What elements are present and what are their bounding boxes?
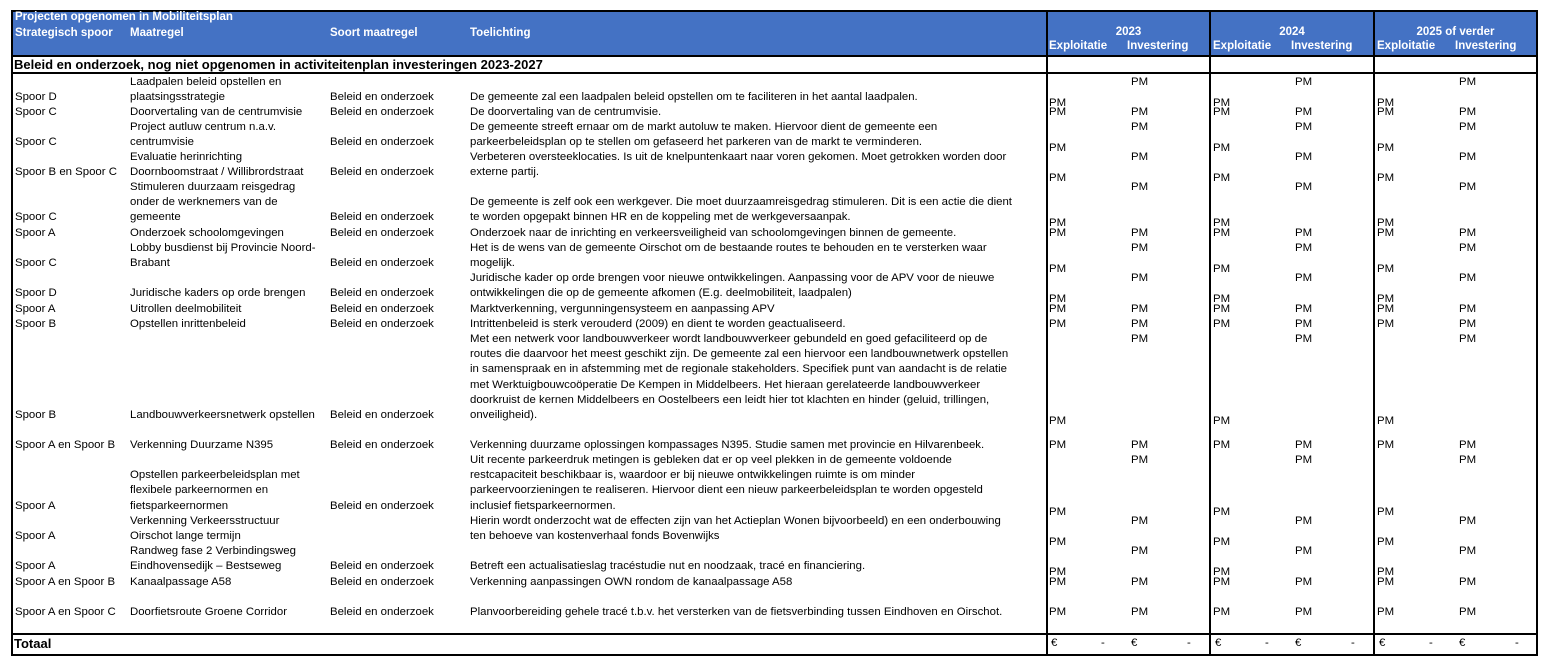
- toelichting-text: inclusief fietsparkeernormen.: [470, 499, 616, 512]
- inv-cell: PM: [1295, 106, 1313, 118]
- maatregel-text: Laadpalen beleid opstellen en: [130, 76, 282, 88]
- inv-cell: PM: [1459, 76, 1477, 88]
- expl-cell: PM: [1049, 606, 1067, 618]
- total-currency: €: [1379, 637, 1386, 649]
- expl-cell: PM: [1049, 97, 1067, 110]
- spoor-cell: Spoor A: [15, 227, 56, 239]
- inv-cell: PM: [1459, 333, 1477, 345]
- toelichting-text: restcapaciteit beschikbaar is, waardoor er bij nieuwe ontwikkelingen ruimte is om minder: [470, 469, 916, 482]
- maatregel-text: Kanaalpassage A58: [130, 576, 232, 588]
- soort-cell: Beleid en onderzoek: [330, 136, 434, 149]
- header-soort-maatregel: Soort maatregel: [330, 27, 418, 39]
- expl-cell: PM: [1213, 415, 1231, 427]
- soort-cell: Beleid en onderzoek: [330, 287, 434, 300]
- spoor-cell: Spoor D: [15, 287, 57, 300]
- expl-cell: PM: [1049, 142, 1067, 155]
- expl-cell: PM: [1213, 217, 1231, 230]
- inv-cell: PM: [1459, 454, 1477, 466]
- toelichting-text: parkeerbeleidsplan op te stellen om gefaseerd het parkeren van de markt te verminderen.: [470, 136, 923, 149]
- inv-cell: PM: [1295, 545, 1313, 557]
- inv-cell: PM: [1131, 227, 1149, 239]
- spoor-cell: Spoor B en Spoor C: [15, 166, 117, 179]
- total-dash: -: [1429, 637, 1433, 649]
- header-year: 2025 of verder: [1416, 26, 1495, 38]
- expl-cell: PM: [1377, 293, 1395, 306]
- soort-cell: Beleid en onderzoek: [330, 303, 434, 315]
- soort-cell: Beleid en onderzoek: [330, 318, 434, 330]
- expl-cell: PM: [1213, 97, 1231, 110]
- inv-cell: PM: [1295, 576, 1313, 588]
- total-dash: -: [1187, 637, 1191, 649]
- inv-cell: PM: [1459, 545, 1477, 557]
- toelichting-text: Het is de wens van de gemeente Oirschot om de bestaande routes te behouden en te versterken waar: [470, 242, 987, 254]
- maatregel-text: Lobby busdienst bij Provincie Noord-: [130, 242, 316, 254]
- spoor-cell: Spoor B: [15, 318, 57, 330]
- maatregel-text: Verkenning Duurzame N395: [130, 439, 274, 451]
- maatregel-text: Juridische kaders op orde brengen: [130, 287, 306, 300]
- expl-cell: PM: [1213, 318, 1231, 330]
- maatregel-text: Project autluw centrum n.a.v.: [130, 121, 277, 133]
- soort-cell: Beleid en onderzoek: [330, 166, 434, 179]
- sheet-title: Projecten opgenomen in Mobiliteitsplan: [15, 11, 233, 23]
- inv-cell: PM: [1459, 439, 1477, 451]
- header-exploitatie: Exploitatie: [1213, 40, 1272, 52]
- inv-cell: PM: [1295, 121, 1313, 133]
- spoor-cell: Spoor C: [15, 136, 57, 149]
- section-title: Beleid en onderzoek, nog niet opgenomen in activiteitenplan investeringen 2023-2027: [14, 57, 543, 72]
- inv-cell: PM: [1295, 318, 1313, 330]
- toelichting-text: Met een netwerk voor landbouwverkeer wordt landbouwverkeer gebundeld en goed gefaciliteerd op de: [470, 333, 988, 345]
- inv-cell: PM: [1131, 454, 1149, 466]
- toelichting-text: met Werktuigbouwcoöperatie De Kempen in Middelbeers. Het hieraan gerelateerde landbouwverkeer: [470, 378, 981, 391]
- soort-cell: Beleid en onderzoek: [330, 409, 434, 421]
- toelichting-text: De gemeente zal een laadpalen beleid opstellen om te faciliteren in het aantal laadpalen.: [470, 91, 918, 104]
- expl-cell: PM: [1377, 439, 1395, 451]
- inv-cell: PM: [1295, 454, 1313, 466]
- total-label: Totaal: [14, 636, 52, 651]
- spoor-cell: Spoor A: [15, 530, 56, 543]
- maatregel-text: gemeente: [130, 211, 181, 224]
- expl-cell: PM: [1049, 172, 1067, 185]
- toelichting-text: ontwikkelingen die op de gemeente afkomen (E.g. deelmobiliteit, laadpalen): [470, 287, 852, 300]
- expl-cell: PM: [1049, 576, 1067, 588]
- spoor-cell: Spoor A: [15, 303, 56, 315]
- total-dash: -: [1351, 637, 1355, 649]
- inv-cell: PM: [1459, 151, 1477, 163]
- inv-cell: PM: [1459, 515, 1477, 527]
- header-year: 2023: [1115, 26, 1142, 38]
- total-currency: €: [1215, 637, 1222, 649]
- expl-cell: PM: [1377, 536, 1395, 549]
- maatregel-text: Oirschot lange termijn: [130, 530, 241, 543]
- expl-cell: PM: [1377, 303, 1395, 315]
- soort-cell: Beleid en onderzoek: [330, 606, 434, 618]
- expl-cell: PM: [1213, 263, 1231, 276]
- soort-cell: Beleid en onderzoek: [330, 227, 434, 239]
- inv-cell: PM: [1131, 576, 1149, 588]
- toelichting-text: De gemeente streeft ernaar om de markt autoluw te maken. Hiervoor dient de gemeente een: [470, 121, 938, 133]
- expl-cell: PM: [1049, 566, 1067, 579]
- soort-cell: Beleid en onderzoek: [330, 439, 434, 451]
- inv-cell: PM: [1131, 303, 1149, 315]
- inv-cell: PM: [1131, 515, 1149, 527]
- header-investering: Investering: [1455, 40, 1517, 52]
- soort-cell: Beleid en onderzoek: [330, 91, 434, 104]
- toelichting-text: Marktverkenning, vergunningensysteem en aanpassing APV: [470, 303, 775, 315]
- soort-cell: Beleid en onderzoek: [330, 257, 434, 270]
- soort-cell: Beleid en onderzoek: [330, 106, 434, 118]
- maatregel-text: Opstellen inrittenbeleid: [130, 318, 246, 330]
- maatregel-text: Randweg fase 2 Verbindingsweg: [130, 545, 296, 557]
- header-year: 2024: [1279, 26, 1305, 38]
- toelichting-text: Planvoorbereiding gehele tracé t.b.v. het versterken van de fietsverbinding tussen Eindhoven en Oirschot.: [470, 606, 1003, 618]
- expl-cell: PM: [1049, 415, 1067, 427]
- inv-cell: PM: [1131, 242, 1149, 254]
- expl-cell: PM: [1049, 106, 1067, 118]
- expl-cell: PM: [1213, 172, 1231, 185]
- total-dash: -: [1101, 637, 1105, 649]
- maatregel-text: centrumvisie: [130, 136, 194, 149]
- header-investering: Investering: [1127, 40, 1189, 52]
- spoor-cell: Spoor A en Spoor B: [15, 439, 116, 451]
- maatregel-text: plaatsingsstrategie: [130, 91, 225, 104]
- maatregel-text: Opstellen parkeerbeleidsplan met: [130, 469, 300, 482]
- inv-cell: PM: [1295, 76, 1313, 88]
- maatregel-text: Stimuleren duurzaam reisgedrag: [130, 181, 296, 193]
- expl-cell: PM: [1377, 566, 1395, 579]
- expl-cell: PM: [1213, 439, 1231, 451]
- toelichting-text: De gemeente is zelf ook een werkgever. Die moet duurzaamreisgedrag stimuleren. Dit is een actie die dient: [470, 196, 1012, 209]
- header-toelichting: Toelichting: [470, 27, 531, 39]
- toelichting-text: Juridische kader op orde brengen voor nieuwe ontwikkelingen. Aanpassing voor de APV voor de nieuwe: [470, 272, 995, 284]
- expl-cell: PM: [1049, 217, 1067, 230]
- spoor-cell: Spoor A en Spoor C: [15, 606, 116, 618]
- total-currency: €: [1051, 637, 1058, 649]
- expl-cell: PM: [1377, 505, 1395, 518]
- toelichting-text: Verkenning aanpassingen OWN rondom de kanaalpassage A58: [470, 576, 793, 588]
- expl-cell: PM: [1049, 227, 1067, 239]
- toelichting-text: Betreft een actualisatieslag tracéstudie nut en noodzaak, tracé en financiering.: [470, 560, 866, 573]
- header-investering: Investering: [1291, 40, 1353, 52]
- expl-cell: PM: [1377, 172, 1395, 185]
- header-maatregel: Maatregel: [130, 27, 184, 39]
- soort-cell: Beleid en onderzoek: [330, 576, 434, 588]
- expl-cell: PM: [1049, 263, 1067, 276]
- inv-cell: PM: [1131, 106, 1149, 118]
- expl-cell: PM: [1377, 263, 1395, 276]
- total-currency: €: [1459, 637, 1466, 649]
- toelichting-text: mogelijk.: [470, 257, 515, 270]
- spoor-cell: Spoor A: [15, 499, 56, 512]
- inv-cell: PM: [1295, 272, 1313, 284]
- total-dash: -: [1515, 637, 1519, 649]
- toelichting-text: Verkenning duurzame oplossingen kompassages N395. Studie samen met provincie en Hilvarenbeek.: [470, 439, 985, 451]
- inv-cell: PM: [1295, 333, 1313, 345]
- toelichting-text: te worden opgepakt binnen HR en de koppeling met de werkgeversaanpak.: [470, 211, 851, 224]
- expl-cell: PM: [1213, 566, 1231, 579]
- maatregel-text: Uitrollen deelmobiliteit: [130, 303, 242, 315]
- toelichting-text: Verbeteren oversteeklocaties. Is uit de knelpuntenkaart naar voren gekomen. Moet getrokken worden door: [470, 151, 1007, 163]
- toelichting-text: Onderzoek naar de inrichting en verkeersveiligheid van schoolomgevingen binnen de gemeente.: [470, 227, 957, 239]
- maatregel-text: Verkenning Verkeersstructuur: [130, 515, 280, 527]
- inv-cell: PM: [1459, 606, 1477, 618]
- total-dash: -: [1265, 637, 1269, 649]
- inv-cell: PM: [1131, 606, 1149, 618]
- toelichting-text: onveiligheid).: [470, 409, 538, 421]
- inv-cell: PM: [1459, 318, 1477, 330]
- inv-cell: PM: [1295, 151, 1313, 163]
- expl-cell: PM: [1213, 303, 1231, 315]
- inv-cell: PM: [1131, 76, 1149, 88]
- soort-cell: Beleid en onderzoek: [330, 499, 434, 512]
- toelichting-text: parkeervoorzieningen te realiseren. Hiervoor dient een nieuw parkeerbeleidsplan te worden opgesteld: [470, 484, 983, 497]
- header-strategisch-spoor: Strategisch spoor: [15, 27, 113, 39]
- inv-cell: PM: [1295, 303, 1313, 315]
- spoor-cell: Spoor C: [15, 211, 57, 224]
- expl-cell: PM: [1377, 576, 1395, 588]
- inv-cell: PM: [1459, 242, 1477, 254]
- spoor-cell: Spoor A: [15, 560, 56, 573]
- maatregel-text: flexibele parkeernormen en: [130, 484, 269, 497]
- expl-cell: PM: [1377, 318, 1395, 330]
- inv-cell: PM: [1131, 272, 1149, 284]
- maatregel-text: Onderzoek schoolomgevingen: [130, 227, 284, 239]
- inv-cell: PM: [1131, 439, 1149, 451]
- inv-cell: PM: [1295, 515, 1313, 527]
- maatregel-text: Brabant: [130, 257, 170, 270]
- inv-cell: PM: [1131, 333, 1149, 345]
- soort-cell: Beleid en onderzoek: [330, 211, 434, 224]
- expl-cell: PM: [1377, 106, 1395, 118]
- expl-cell: PM: [1049, 505, 1067, 518]
- inv-cell: PM: [1459, 121, 1477, 133]
- expl-cell: PM: [1213, 505, 1231, 518]
- maatregel-text: Eindhovensedijk – Bestseweg: [130, 560, 282, 573]
- maatregel-text: Doornboomstraat / Willibrordstraat: [130, 166, 304, 179]
- expl-cell: PM: [1377, 142, 1395, 155]
- expl-cell: PM: [1213, 106, 1231, 118]
- expl-cell: PM: [1377, 227, 1395, 239]
- inv-cell: PM: [1131, 121, 1149, 133]
- toelichting-text: in samenspraak en in afstemming met de regionale stakeholders. Specifiek punt van aandacht is de relatie: [470, 363, 1007, 376]
- toelichting-text: Uit recente parkeerdruk metingen is gebleken dat er op veel plekken in de gemeente voldoende: [470, 454, 952, 466]
- expl-cell: PM: [1049, 536, 1067, 549]
- inv-cell: PM: [1459, 106, 1477, 118]
- expl-cell: PM: [1377, 606, 1395, 618]
- inv-cell: PM: [1131, 181, 1149, 193]
- inv-cell: PM: [1459, 576, 1477, 588]
- expl-cell: PM: [1213, 293, 1231, 306]
- expl-cell: PM: [1213, 142, 1231, 155]
- spoor-cell: Spoor B: [15, 409, 57, 421]
- toelichting-text: Hierin wordt onderzocht wat de effecten zijn van het Actieplan Wonen bijvoorbeeld) en een onderbouwing: [470, 515, 1001, 527]
- toelichting-text: ten behoeve van kostenverhaal fonds Bovenwijks: [470, 530, 720, 543]
- inv-cell: PM: [1295, 242, 1313, 254]
- inv-cell: PM: [1459, 303, 1477, 315]
- inv-cell: PM: [1459, 272, 1477, 284]
- spoor-cell: Spoor D: [15, 91, 57, 104]
- expl-cell: PM: [1213, 536, 1231, 549]
- header-exploitatie: Exploitatie: [1049, 40, 1108, 52]
- maatregel-text: Evaluatie herinrichting: [130, 151, 243, 163]
- total-currency: €: [1131, 637, 1138, 649]
- expl-cell: PM: [1213, 606, 1231, 618]
- spoor-cell: Spoor C: [15, 257, 57, 270]
- inv-cell: PM: [1131, 151, 1149, 163]
- expl-cell: PM: [1377, 415, 1395, 427]
- inv-cell: PM: [1459, 181, 1477, 193]
- inv-cell: PM: [1295, 227, 1313, 239]
- inv-cell: PM: [1131, 318, 1149, 330]
- inv-cell: PM: [1295, 181, 1313, 193]
- inv-cell: PM: [1131, 545, 1149, 557]
- spoor-cell: Spoor C: [15, 106, 57, 118]
- inv-cell: PM: [1295, 439, 1313, 451]
- maatregel-text: onder de werknemers van de: [130, 196, 278, 209]
- expl-cell: PM: [1049, 303, 1067, 315]
- toelichting-text: routes die daarvoor het meest geschikt zijn. De gemeente zal een hiervoor een landbouwnetwerk opstellen: [470, 348, 1009, 361]
- expl-cell: PM: [1213, 227, 1231, 239]
- expl-cell: PM: [1049, 293, 1067, 306]
- maatregel-text: fietsparkeernormen: [130, 499, 229, 512]
- header-exploitatie: Exploitatie: [1377, 40, 1436, 52]
- toelichting-text: doorkruist de kernen Middelbeers en Oostelbeers een leidt hier tot klachten en hinder (geluid, trillingen,: [470, 393, 990, 406]
- expl-cell: PM: [1213, 576, 1231, 588]
- expl-cell: PM: [1377, 217, 1395, 230]
- expl-cell: PM: [1049, 318, 1067, 330]
- toelichting-text: De doorvertaling van de centrumvisie.: [470, 106, 662, 118]
- maatregel-text: Landbouwverkeersnetwerk opstellen: [130, 409, 315, 421]
- toelichting-text: externe partij.: [470, 166, 540, 179]
- expl-cell: PM: [1377, 97, 1395, 110]
- expl-cell: PM: [1049, 439, 1067, 451]
- maatregel-text: Doorvertaling van de centrumvisie: [130, 106, 303, 118]
- inv-cell: PM: [1295, 606, 1313, 618]
- total-currency: €: [1295, 637, 1302, 649]
- toelichting-text: Intrittenbeleid is sterk verouderd (2009) en dient te worden geactualiseerd.: [470, 318, 846, 330]
- maatregel-text: Doorfietsroute Groene Corridor: [130, 606, 288, 618]
- inv-cell: PM: [1459, 227, 1477, 239]
- spoor-cell: Spoor A en Spoor B: [15, 576, 116, 588]
- soort-cell: Beleid en onderzoek: [330, 560, 434, 573]
